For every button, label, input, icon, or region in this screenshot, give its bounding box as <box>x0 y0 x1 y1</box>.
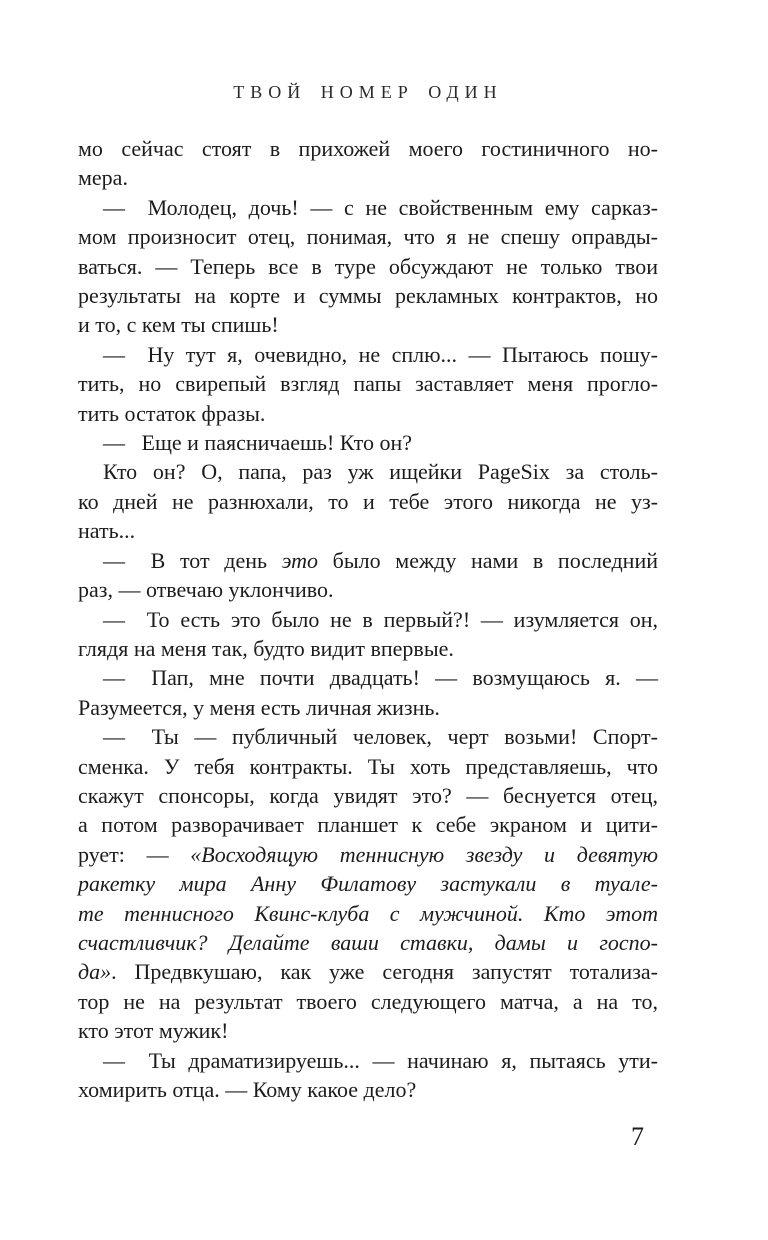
text-line: кто этот мужик! <box>78 1018 229 1044</box>
text-line: хомирить отца. — Кому какое дело? <box>78 1077 417 1102</box>
text-line: раз, — отвечаю уклончиво. <box>78 577 334 603</box>
text-line: — Ты драматизируешь... — начинаю я, пытаясь ути- <box>103 1047 658 1073</box>
text-line: — То есть это было не в первый?! — изумляется он, <box>103 606 658 632</box>
text-line: ко дней не разнюхали, то и тебе этого никогда не уз- <box>78 488 658 514</box>
text-line: скажут спонсоры, когда увидят это? — беснуется отец, <box>78 782 658 808</box>
text-line: а потом разворачивает планшет к себе экраном и цити- <box>78 812 658 838</box>
text-line: те теннисного Квинс-клуба с мужчиной. Кто этот <box>78 900 658 926</box>
text-line: — Молодец, дочь! — с не свойственным ему сарказ- <box>103 194 658 220</box>
text-line: да». Предвкушаю, как уже сегодня запустят тотализа- <box>78 959 658 985</box>
page-number: 7 <box>631 1122 644 1151</box>
text-line: Кто он? О, папа, раз уж ищейки PageSix за столь- <box>103 459 658 485</box>
text-line: нать... <box>78 518 136 544</box>
running-header: ТВОЙ НОМЕР ОДИН <box>233 82 503 102</box>
text-line: мера. <box>78 165 128 191</box>
text-line: ракетку мира Анну Филатову застукали в туале- <box>78 871 658 897</box>
text-line: — Ты — публичный человек, черт возьми! Спорт- <box>103 724 658 750</box>
body-text <box>78 134 658 1104</box>
text-line: и то, с кем ты спишь! <box>78 312 279 338</box>
text-line: — Ну тут я, очевидно, не сплю... — Пытаюсь пошу- <box>103 341 658 367</box>
text-line: тить остаток фразы. <box>78 400 266 426</box>
text-line: тить, но свирепый взгляд папы заставляет меня прогло- <box>78 371 658 397</box>
text-line: глядя на меня так, будто видит впервые. <box>78 635 454 661</box>
text-line: сменка. У тебя контракты. Ты хоть представляешь, что <box>78 753 658 779</box>
text-line: мо сейчас стоят в прихожей моего гостиничного но- <box>78 136 658 161</box>
text-line: — В тот день это было между нами в последний <box>103 547 658 573</box>
text-line: счастливчик? Делайте ваши ставки, дамы и госпо- <box>78 929 658 955</box>
text-line: тор не на результат твоего следующего матча, а на то, <box>78 988 658 1014</box>
text-line: рует: — «Восходящую теннисную звезду и девятую <box>78 841 658 867</box>
text-line: ваться. — Теперь все в туре обсуждают не только твои <box>78 253 658 279</box>
text-line: — Еще и паясничаешь! Кто он? <box>103 430 412 456</box>
text-line: результаты на корте и суммы рекламных контрактов, но <box>78 283 658 309</box>
text-line: — Пап, мне почти двадцать! — возмущаюсь я. — <box>103 665 658 691</box>
text-line: мом произносит отец, понимая, что я не спешу оправды- <box>78 224 658 250</box>
text-line: Разумеется, у меня есть личная жизнь. <box>78 694 440 720</box>
